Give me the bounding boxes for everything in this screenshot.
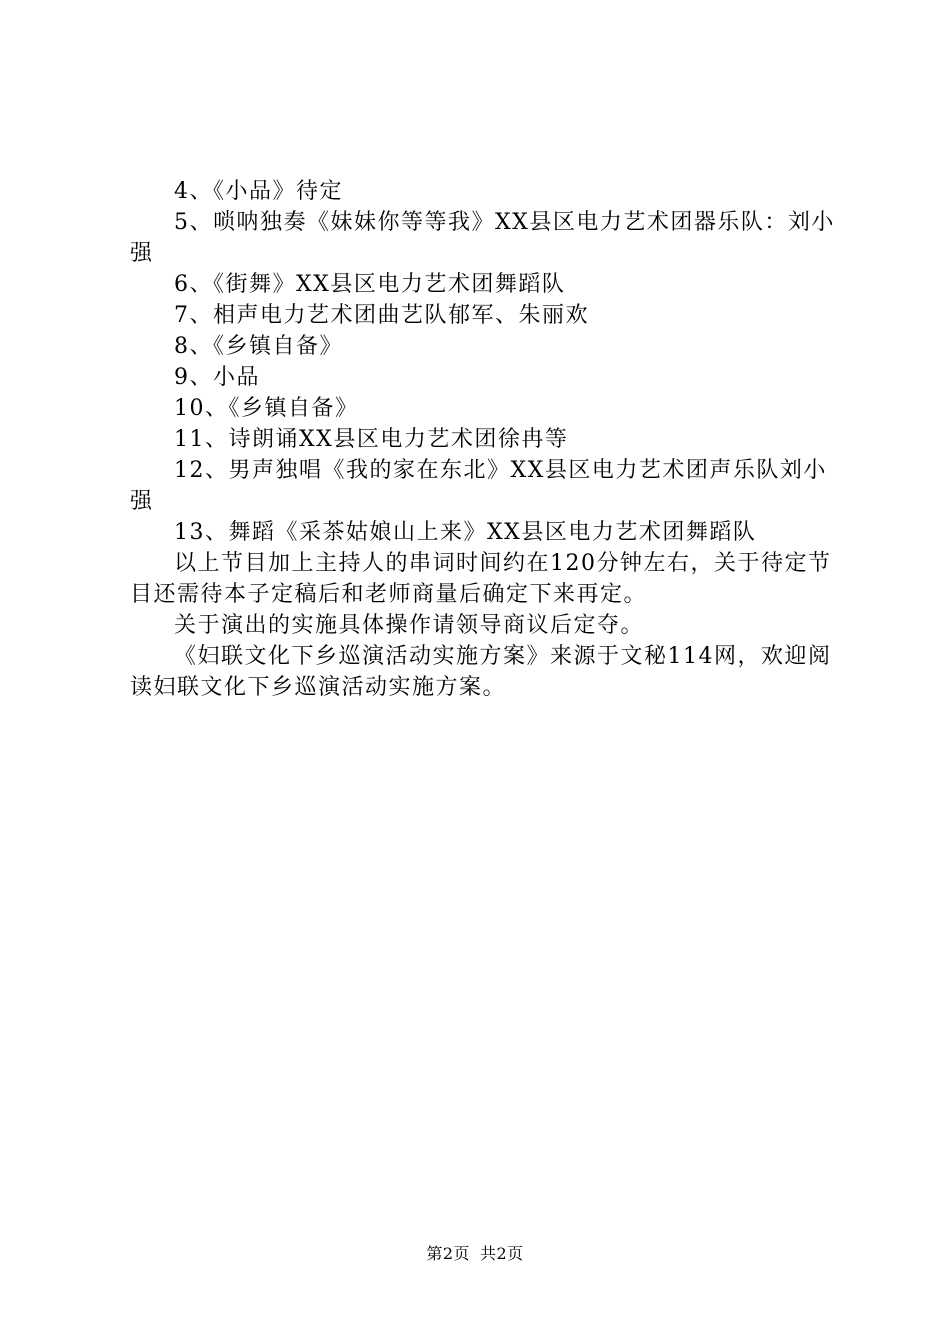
paragraph-item-12: 12、男声独唱《我的家在东北》XX县区电力艺术团声乐队刘小强	[130, 458, 827, 514]
paragraph-item-4: 4、《小品》待定	[174, 179, 343, 204]
paragraph-duration-note: 以上节目加上主持人的串词时间约在120分钟左右，关于待定节目还需待本子定稿后和老师商量后确定下来再定。	[130, 551, 832, 607]
paragraph-item-10: 10、《乡镇自备》	[174, 396, 359, 421]
page-footer	[0, 1243, 950, 1265]
paragraph-item-8: 8、《乡镇自备》	[174, 334, 343, 359]
paragraph-item-11: 11、诗朗诵XX县区电力艺术团徐冉等	[174, 427, 569, 452]
paragraph-implementation-note: 关于演出的实施具体操作请领导商议后定夺。	[174, 613, 645, 638]
page-number: 第2页	[426, 1244, 470, 1263]
paragraph-item-13: 13、舞蹈《采茶姑娘山上来》XX县区电力艺术团舞蹈队	[174, 520, 757, 545]
paragraph-source-note: 《妇联文化下乡巡演活动实施方案》来源于文秘114网，欢迎阅读妇联文化下乡巡演活动实施方案。	[130, 644, 832, 700]
paragraph-item-9: 9、小品	[174, 365, 260, 390]
document-body	[130, 176, 850, 703]
page-total: 共2页	[480, 1244, 524, 1263]
paragraph-item-7: 7、相声电力艺术团曲艺队郁军、朱丽欢	[174, 303, 589, 328]
paragraph-item-5: 5、唢呐独奏《妹妹你等等我》XX县区电力艺术团器乐队：刘小强	[130, 210, 835, 266]
paragraph-item-6: 6、《街舞》XX县区电力艺术团舞蹈队	[174, 272, 566, 297]
